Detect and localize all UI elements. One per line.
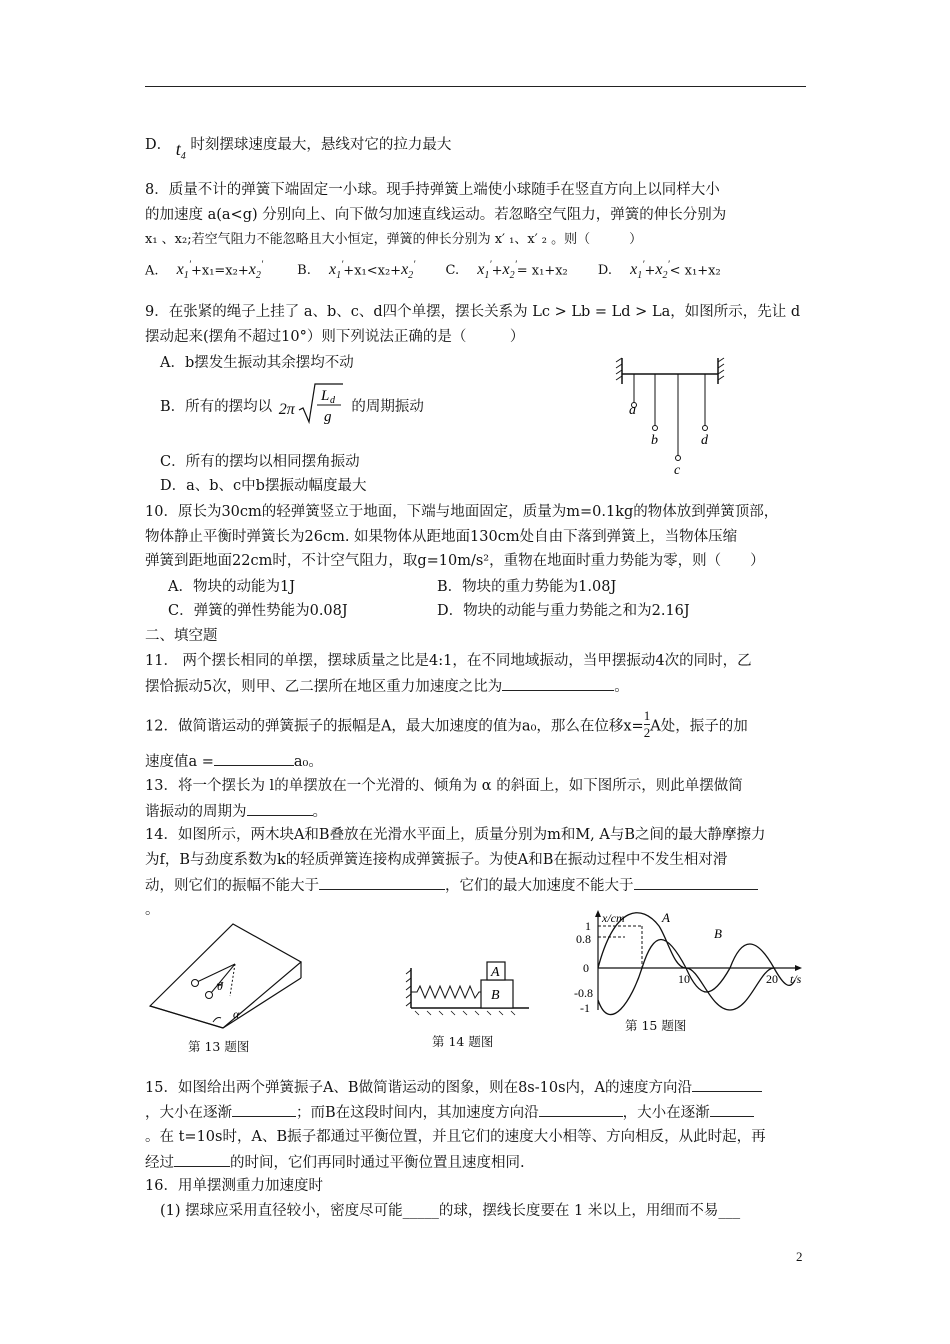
caption-fig15: 第 15 题图: [625, 1018, 687, 1033]
q14-blank-acceleration[interactable]: [634, 875, 758, 890]
q10-option-d: D．物块的动能与重力势能之和为2.16J: [437, 603, 690, 619]
ytick-0-8: 0.8: [576, 932, 591, 946]
q15-line4: 经过 的时间，它们再同时通过平衡位置且速度相同.: [145, 1152, 525, 1173]
q9-option-d: D．a、b、c中b摆振动幅度最大: [160, 478, 367, 494]
pendulum-label-a: a: [629, 403, 636, 418]
q10-option-a: A．物块的动能为1J: [168, 579, 296, 595]
pendulum-label-c: c: [674, 463, 681, 476]
spring-blocks-figure: [405, 958, 535, 1028]
q11-blank[interactable]: [502, 676, 614, 691]
section-fill-in: 二、填空题: [145, 628, 218, 644]
q8-line1: 8．质量不计的弹簧下端固定一小球。现手持弹簧上端使小球随手在竖直方向上以同样大小: [145, 182, 720, 198]
svg-text:g: g: [323, 409, 332, 425]
q15-blank-direction-b[interactable]: [539, 1102, 623, 1117]
block-a-label: A: [491, 965, 500, 980]
q9-line2: 摆动起来(摆角不超过10°）则下列说法正确的是（ ）: [145, 329, 525, 345]
sqrt-sign: [297, 382, 343, 428]
theta-label: θ: [217, 979, 223, 993]
q15-blank-time[interactable]: [174, 1152, 230, 1167]
q10-line3: 弹簧到距地面22cm时，不计空气阻力，取g=10m/s²，重物在地面时重力势能为零，则（ ）: [145, 553, 765, 569]
q15-line3: 。在 t=10s时，A、B振子都通过平衡位置，并且它们的速度大小相等、方向相反，从此时起，再: [145, 1129, 766, 1145]
caption-fig13: 第 13 题图: [188, 1039, 250, 1054]
q13-blank[interactable]: [247, 801, 313, 816]
q9-option-b: B．所有的摆均以 2π L d g 的周期振动: [160, 392, 424, 422]
q15-blank-direction-a[interactable]: [692, 1077, 762, 1092]
q15-blank-accel-b[interactable]: [710, 1102, 754, 1117]
q9-option-a: A．b摆发生振动其余摆均不动: [160, 355, 354, 371]
q12-line1: 12．做简谐运动的弹簧振子的振幅是A，最大加速度的值为a₀，那么在位移x= $\frac{1}{2}$ A处，振子的加: [145, 708, 748, 740]
q14-line4: 。: [145, 902, 160, 918]
q9-option-c: C．所有的摆均以相同摆角振动: [160, 454, 360, 470]
graph-ylabel: x/cm: [602, 911, 625, 925]
q14-line1: 14．如图所示，两木块A和B叠放在光滑水平面上，质量分别为m和M, A与B之间的最大静摩擦力: [145, 827, 766, 843]
pendulum-figure: [610, 356, 730, 476]
q8-line2: 的加速度 a(a<g) 分别向上、向下做匀加速直线运动。若忽略空气阻力，弹簧的伸长分别为: [145, 207, 727, 223]
q10-line1: 10．原长为30cm的轻弹簧竖立于地面，下端与地面固定，质量为m=0.1kg的物体放到弹簧顶部，: [145, 504, 779, 520]
q8-options: A. $x_1'+x_1=x_2+x_2'$ B. $x_1'+x_1<x_2+x_2'$ C. $x_1'+x_2'= x_1+x_2$ D. $x_1'+x_2'< x_1+x_2$: [145, 260, 721, 282]
page-number: 2: [796, 1249, 803, 1264]
svg-text:L: L: [320, 388, 330, 404]
q15-line1: 15．如图给出两个弹簧振子A、B做简谐运动的图象，则在8s-10s内，A的速度方向沿: [145, 1077, 762, 1098]
xtick-10: 10: [678, 972, 690, 986]
header-rule: [145, 86, 806, 87]
curve-a-label: A: [662, 910, 670, 925]
q9-line1: 9．在张紧的绳子上挂了 a、b、c、d四个单摆，摆长关系为 Lc > Lb = Ld > La，如图所示，先让 d: [145, 304, 801, 320]
ytick-0: 0: [583, 961, 589, 975]
q14-line2: 为f，B与劲度系数为k的轻质弹簧连接构成弹簧振子。为使A和B在振动过程中不发生相对滑: [145, 852, 728, 868]
xtick-20: 20: [766, 972, 778, 986]
q10-line2: 物体静止平衡时弹簧长为26cm. 如果物体从距地面130cm处自由下落到弹簧上，当物体压缩: [145, 529, 738, 545]
q11-line1: 11． 两个摆长相同的单摆，摆球质量之比是4:1，在不同地域振动，当甲摆振动4次的同时，乙: [145, 653, 752, 669]
q16-line2: (1) 摆球应采用直径较小，密度尽可能_____的球，摆线长度要在 1 米以上，用细而不易___: [160, 1203, 741, 1219]
q8-line3: x₁ 、x₂;若空气阻力不能忽略且大小恒定，弹簧的伸长分别为 x′ ₁、x′ ₂ 。则（ ）: [145, 232, 643, 247]
ytick-1: 1: [585, 919, 591, 933]
ytick-minus-0-8: -0.8: [574, 986, 593, 1000]
q11-line2: 摆恰振动5次，则甲、乙二摆所在地区重力加速度之比为 。: [145, 676, 629, 697]
curve-b-label: B: [714, 926, 722, 941]
caption-fig14: 第 14 题图: [432, 1034, 494, 1049]
q16-line1: 16．用单摆测重力加速度时: [145, 1178, 323, 1194]
ytick-minus-1: -1: [580, 1001, 590, 1015]
q10-option-c: C．弹簧的弹性势能为0.08J: [168, 603, 348, 619]
pendulum-label-b: b: [651, 433, 658, 448]
pendulum-label-d: d: [701, 433, 708, 448]
vibration-graph: [570, 910, 810, 1020]
q12-blank[interactable]: [214, 751, 294, 766]
q14-line3: 动，则它们的振幅不能大于 ，它们的最大加速度不能大于: [145, 875, 758, 896]
incline-pendulum-figure: [145, 918, 305, 1033]
q12-line2: 速度值a = a₀。: [145, 751, 323, 772]
block-b-label: B: [491, 988, 500, 1003]
q14-blank-amplitude[interactable]: [319, 875, 445, 890]
q15-blank-speed-a[interactable]: [232, 1102, 296, 1117]
svg-text:d: d: [329, 395, 335, 406]
alpha-label: α: [233, 1007, 240, 1021]
q13-line1: 13．将一个摆长为 l的单摆放在一个光滑的、倾角为 α 的斜面上，如下图所示，则此单摆做简: [145, 778, 743, 794]
q10-option-b: B．物块的重力势能为1.08J: [437, 579, 617, 595]
q15-line2: ，大小在逐渐 ；而B在这段时间内，其加速度方向沿 ，大小在逐渐: [145, 1102, 754, 1123]
curve-a: [598, 913, 774, 1010]
q13-line2: 谐振动的周期为 。: [145, 801, 327, 822]
graph-xlabel: t/s: [790, 972, 802, 986]
q7-option-d: D． $t_4$ 时刻摆球速度最大，悬线对它的拉力最大: [145, 137, 452, 162]
